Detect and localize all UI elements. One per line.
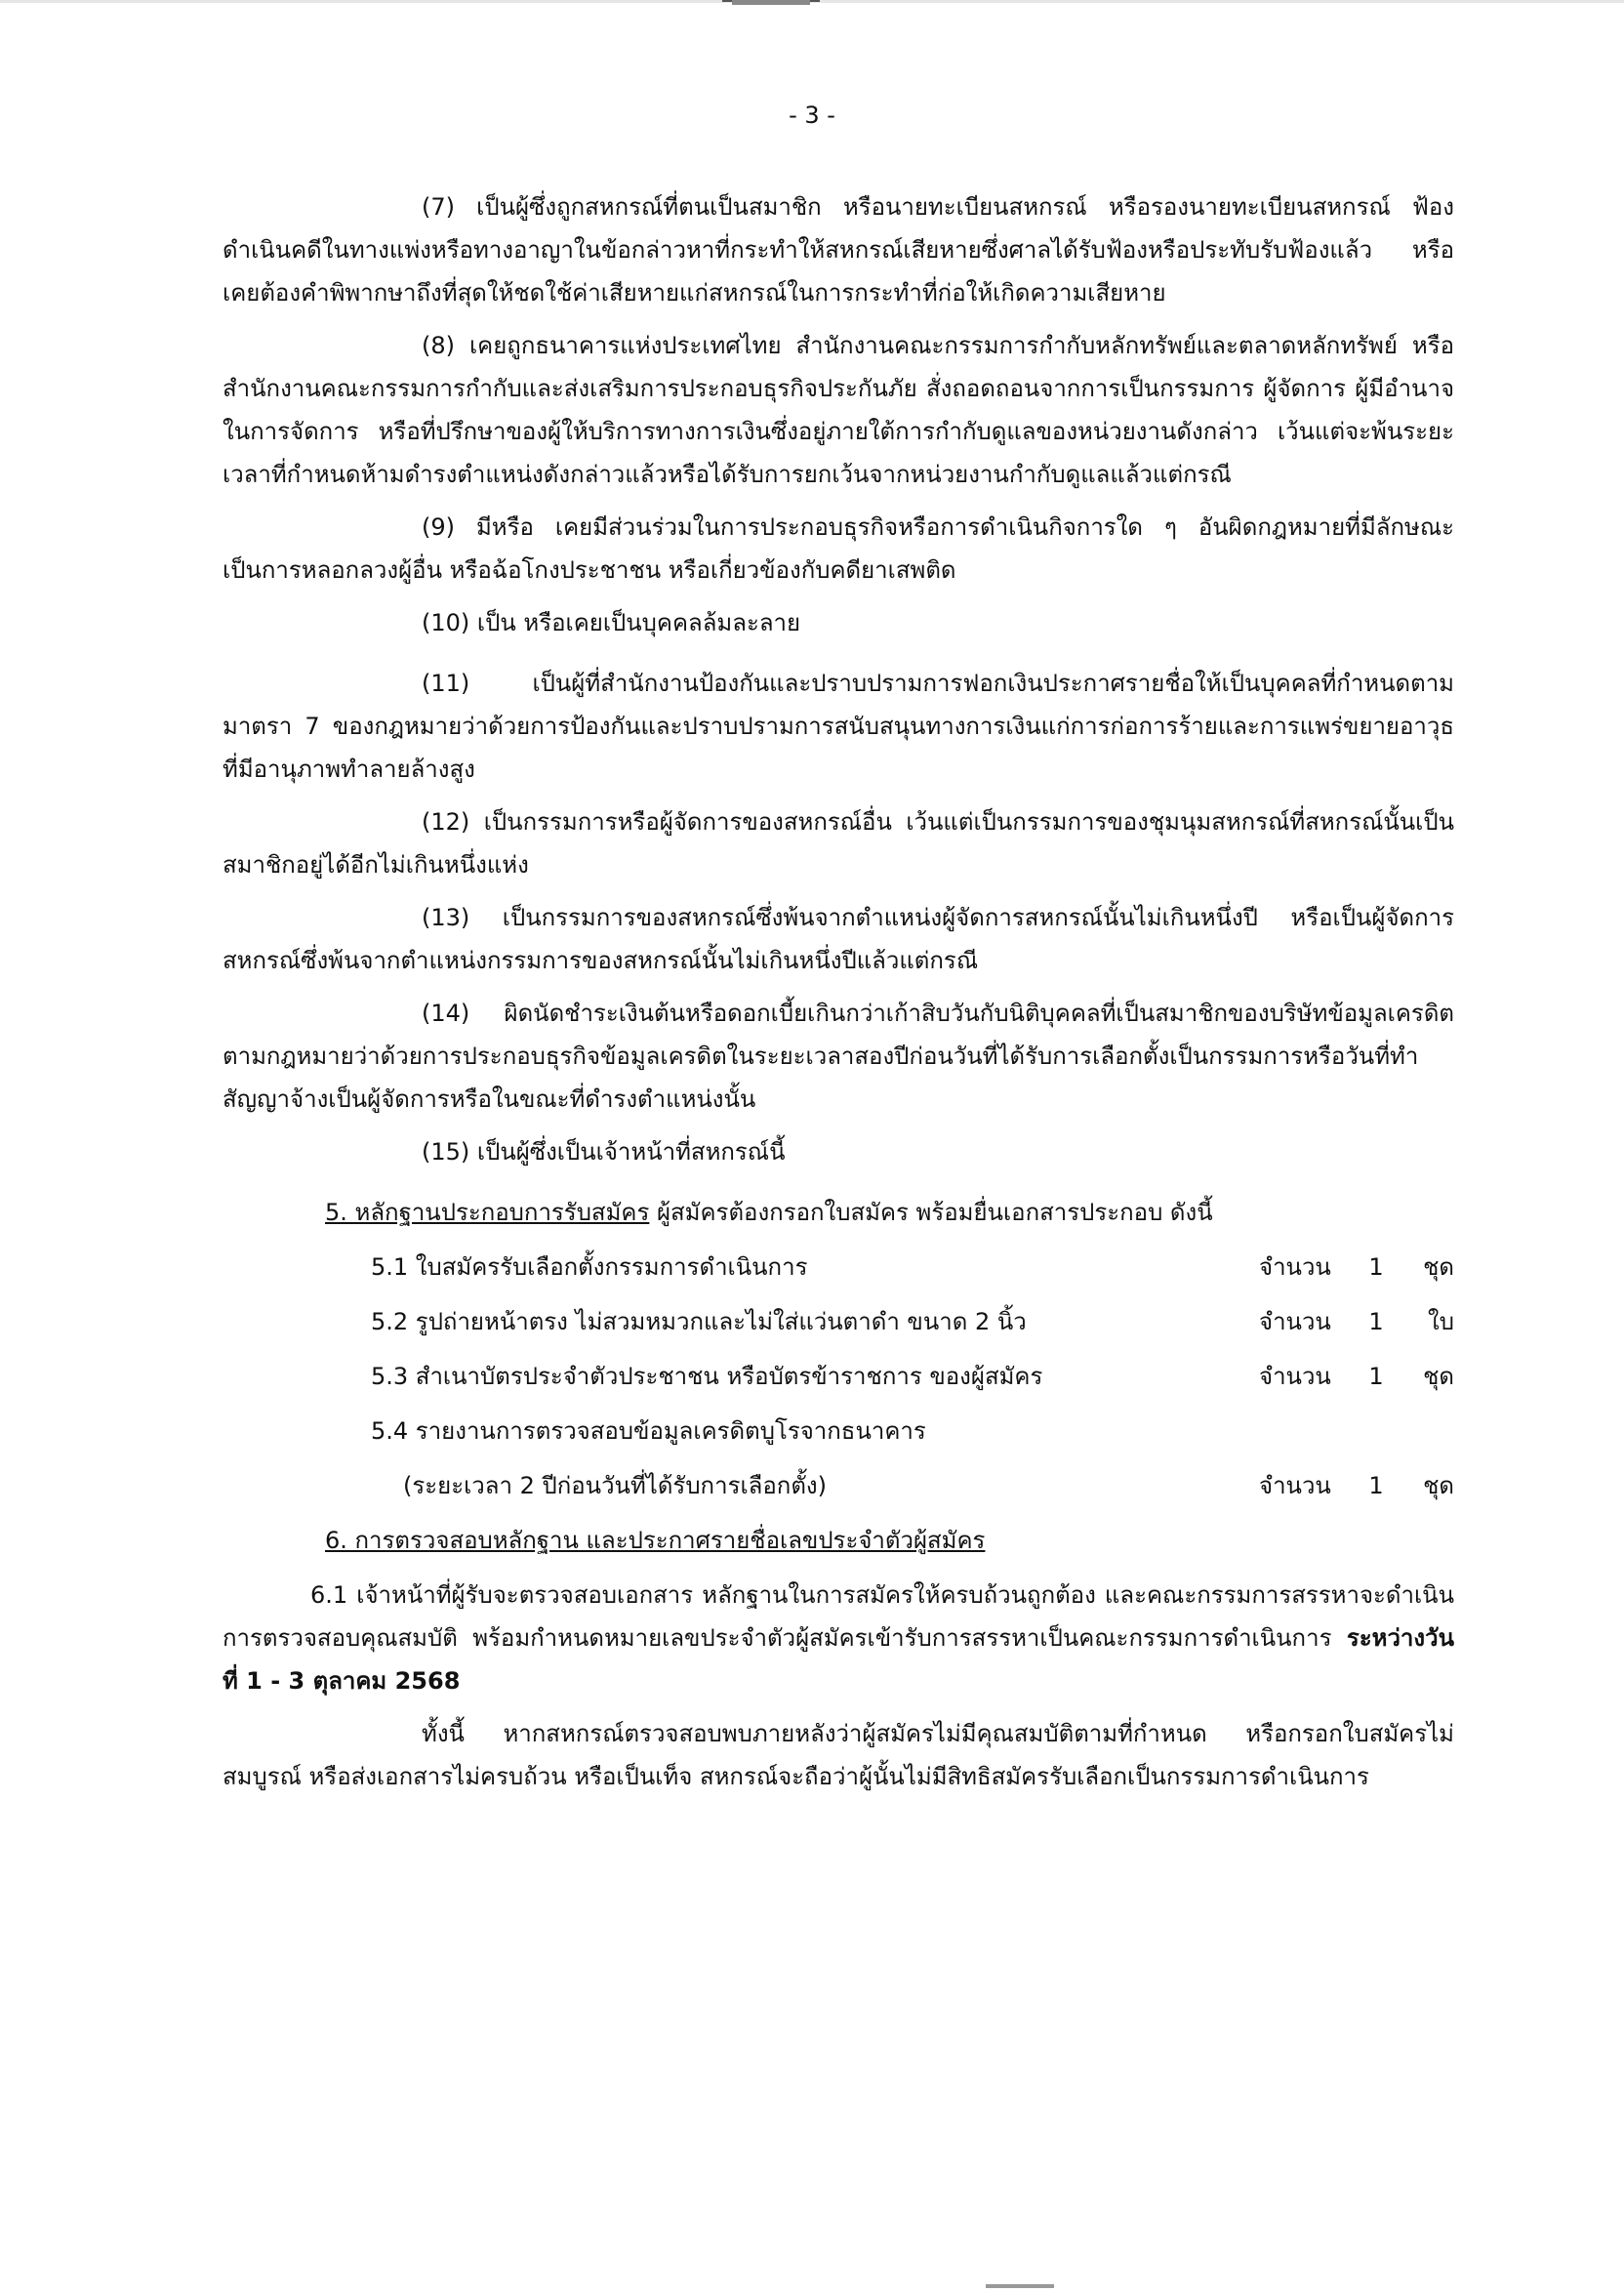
paragraph-14: (14) ผิดนัดชำระเงินต้นหรือดอกเบี้ยเกินกว่าเก้าสิบวันกับนิติบุคคลที่เป็นสมาชิกของบริษัทข้อมูลเครดิตตามกฎหมายว่าด้วยการประกอบธุรกิจข้อมูลเครดิตในระยะเวลาสองปีก่อนวันที่ได้รับการเลือกตั้งเป็นกรรมการหรือวันที่ทำสัญญาจ้างเป็นผู้จัดการหรือในขณะที่ดำรงตำแหน่งนั้น <box>223 1000 1454 1113</box>
section-6 <box>223 1519 1454 1562</box>
item-unit: จำนวน <box>1259 1472 1331 1499</box>
paragraph-9: (9) มีหรือ เคยมีส่วนร่วมในการประกอบธุรกิจหรือการดำเนินกิจการใด ๆ อันผิดกฎหมายที่มีลักษณะเป็นการหลอกลวงผู้อื่น หรือฉ้อโกงประชาชน หรือเกี่ยวข้องกับคดียาเสพติด <box>223 513 1454 584</box>
item-qty: 1 <box>1368 1363 1384 1390</box>
page-number: - 3 - <box>789 102 835 129</box>
paragraph-12: (12) เป็นกรรมการหรือผู้จัดการของสหกรณ์อื่น เว้นแต่เป็นกรรมการของชุมนุมสหกรณ์ที่สหกรณ์นั้นเป็นสมาชิกอยู่ได้อีกไม่เกินหนึ่งแห่ง <box>223 808 1454 879</box>
paragraph-10: (10) เป็น หรือเคยเป็นบุคคลล้มละลาย <box>422 609 801 636</box>
item-type: ชุด <box>1423 1472 1454 1499</box>
document-body <box>223 185 1454 1808</box>
item-qty: 1 <box>1368 1472 1384 1499</box>
item-qty: 1 <box>1368 1253 1384 1281</box>
paragraph-7: (7) เป็นผู้ซึ่งถูกสหกรณ์ที่ตนเป็นสมาชิก หรือนายทะเบียนสหกรณ์ หรือรองนายทะเบียนสหกรณ์ ฟ้องดำเนินคดีในทางแพ่งหรือทางอาญาในข้อกล่าวหาที่กระทำให้สหกรณ์เสียหายซึ่งศาลได้รับฟ้องหรือประทับรับฟ้องแล้ว หรือเคยต้องคำพิพากษาถึงที่สุดให้ชดใช้ค่าเสียหายแก่สหกรณ์ในการกระทำที่ก่อให้เกิดความเสียหาย <box>223 193 1454 307</box>
scan-mark <box>986 2284 1054 2288</box>
list-item <box>223 1246 1454 1289</box>
list-item <box>223 1410 1454 1453</box>
item-label: 5.1 ใบสมัครรับเลือกตั้งกรรมการดำเนินการ <box>371 1253 808 1281</box>
scan-mark <box>732 0 810 5</box>
paragraph-6-1 <box>223 1574 1454 1702</box>
list-item-sub <box>223 1464 1454 1507</box>
date-range: ระหว่างวันที่ 1 - 3 ตุลาคม 2568 <box>223 1624 1454 1695</box>
item-label: 5.3 สำเนาบัตรประจำตัวประชาชน หรือบัตรข้าราชการ ของผู้สมัคร <box>371 1363 1043 1390</box>
section-5 <box>223 1191 1454 1234</box>
item-label: 5.4 รายงานการตรวจสอบข้อมูลเครดิตบูโรจากธนาคาร <box>371 1417 926 1445</box>
item-type: ใบ <box>1428 1308 1454 1335</box>
section-5-text: ผู้สมัครต้องกรอกใบสมัคร พร้อมยื่นเอกสารประกอบ ดังนี้ <box>649 1199 1213 1226</box>
paragraph-6-1-text: 6.1 เจ้าหน้าที่ผู้รับจะตรวจสอบเอกสาร หลักฐานในการสมัครให้ครบถ้วนถูกต้อง และคณะกรรมการสรรหาจะดำเนินการตรวจสอบคุณสมบัติ พร้อมกำหนดหมายเลขประจำตัวผู้สมัครเข้ารับการสรรหาเป็นคณะกรรมการดำเนินการ <box>223 1581 1454 1652</box>
item-unit: จำนวน <box>1259 1253 1331 1281</box>
paragraph-15: (15) เป็นผู้ซึ่งเป็นเจ้าหน้าที่สหกรณ์นี้ <box>422 1138 786 1166</box>
section-6-heading: 6. การตรวจสอบหลักฐาน และประกาศรายชื่อเลขประจำตัวผู้สมัคร <box>325 1527 986 1554</box>
paragraph-8: (8) เคยถูกธนาคารแห่งประเทศไทย สำนักงานคณะกรรมการกำกับหลักทรัพย์และตลาดหลักทรัพย์ หรือสำนักงานคณะกรรมการกำกับและส่งเสริมการประกอบธุรกิจประกันภัย สั่งถอดถอนจากการเป็นกรรมการ ผู้จัดการ ผู้มีอำนาจในการจัดการ หรือที่ปรึกษาของผู้ให้บริการทางการเงินซึ่งอยู่ภายใต้การกำกับดูแลของหน่วยงานดังกล่าว เว้นแต่จะพ้นระยะเวลาที่กำหนดห้ามดำรงตำแหน่งดังกล่าวแล้วหรือได้รับการยกเว้นจากหน่วยงานกำกับดูแลแล้วแต่กรณี <box>223 332 1454 488</box>
item-sub-label: (ระยะเวลา 2 ปีก่อนวันที่ได้รับการเลือกตั้ง) <box>403 1472 827 1499</box>
item-unit: จำนวน <box>1259 1308 1331 1335</box>
section-5-heading: 5. หลักฐานประกอบการรับสมัคร <box>325 1199 650 1226</box>
item-qty: 1 <box>1368 1308 1384 1335</box>
item-unit: จำนวน <box>1259 1363 1331 1390</box>
item-type: ชุด <box>1423 1363 1454 1390</box>
item-label: 5.2 รูปถ่ายหน้าตรง ไม่สวมหมวกและไม่ใส่แว่นตาดำ ขนาด 2 นิ้ว <box>371 1308 1027 1335</box>
list-item <box>223 1300 1454 1343</box>
paragraph-6-2: ทั้งนี้ หากสหกรณ์ตรวจสอบพบภายหลังว่าผู้สมัครไม่มีคุณสมบัติตามที่กำหนด หรือกรอกใบสมัครไม่สมบูรณ์ หรือส่งเอกสารไม่ครบถ้วน หรือเป็นเท็จ สหกรณ์จะถือว่าผู้นั้นไม่มีสิทธิสมัครรับเลือกเป็นกรรมการดำเนินการ <box>223 1720 1454 1790</box>
paragraph-11: (11) เป็นผู้ที่สำนักงานป้องกันและปราบปรามการฟอกเงินประกาศรายชื่อให้เป็นบุคคลที่กำหนดตามมาตรา 7 ของกฎหมายว่าด้วยการป้องกันและปราบปรามการสนับสนุนทางการเงินแก่การก่อการร้ายและการแพร่ขยายอาวุธที่มีอานุภาพทำลายล้างสูง <box>223 670 1454 783</box>
paragraph-13: (13) เป็นกรรมการของสหกรณ์ซึ่งพ้นจากตำแหน่งผู้จัดการสหกรณ์นั้นไม่เกินหนึ่งปี หรือเป็นผู้จัดการสหกรณ์ซึ่งพ้นจากตำแหน่งกรรมการของสหกรณ์นั้นไม่เกินหนึ่งปีแล้วแต่กรณี <box>223 904 1454 974</box>
list-item <box>223 1355 1454 1398</box>
item-type: ชุด <box>1423 1253 1454 1281</box>
